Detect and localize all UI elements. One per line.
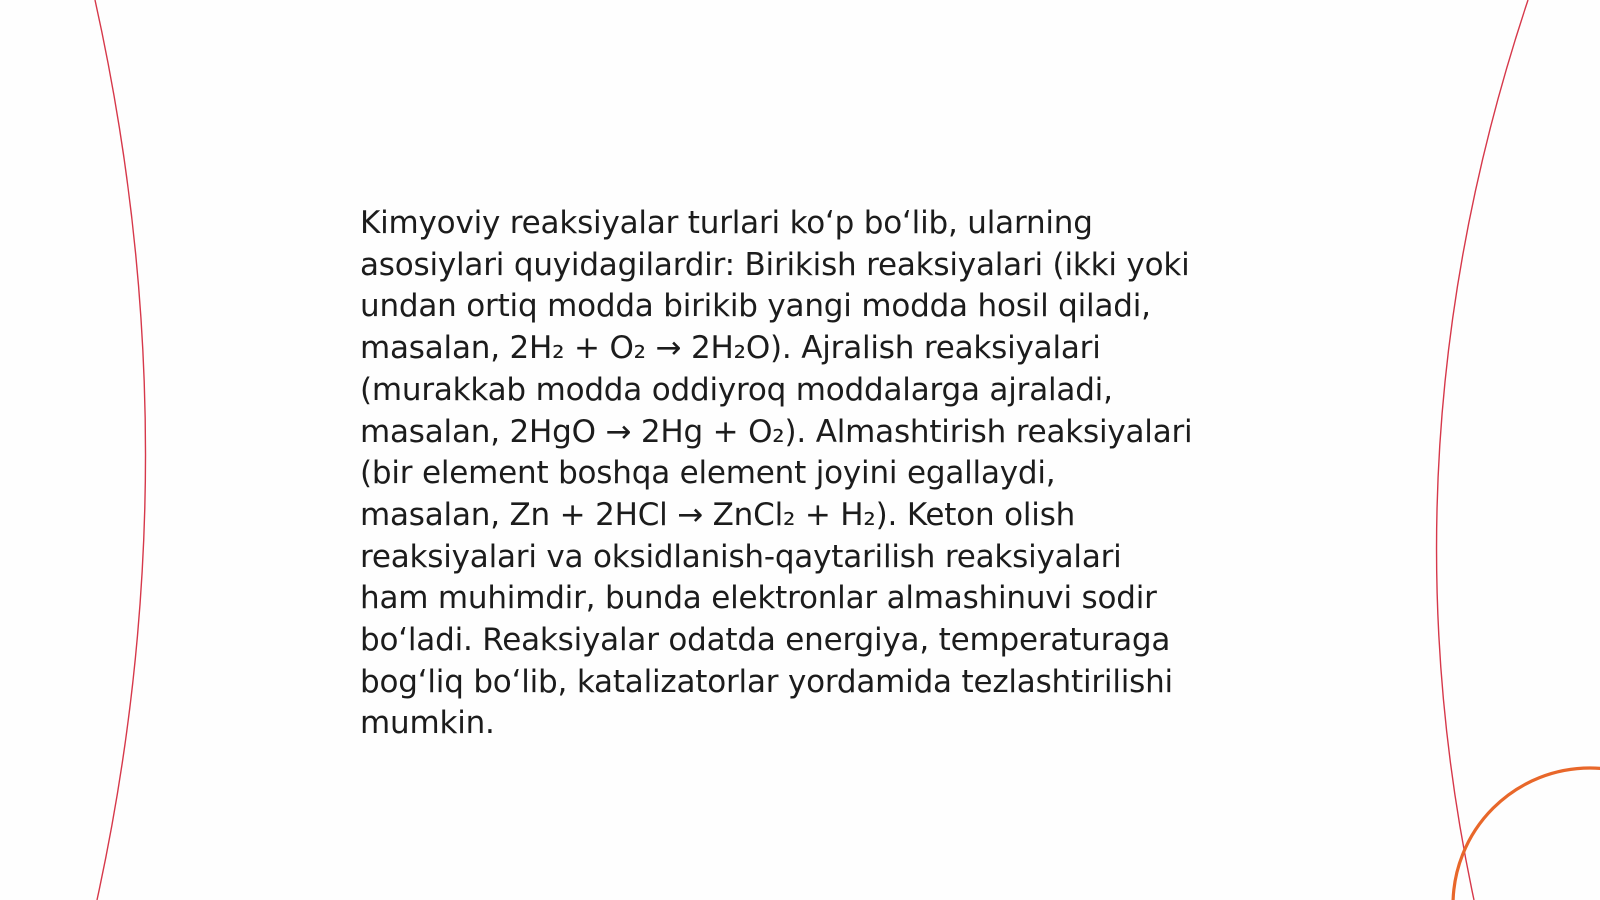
paragraph-line: masalan, Zn + 2HCl → ZnCl₂ + H₂). Keton olish xyxy=(360,496,1076,533)
body-paragraph xyxy=(360,203,1240,745)
right-curve-line xyxy=(1437,0,1528,900)
paragraph-line: (bir element boshqa element joyini egallaydi, xyxy=(360,455,1056,492)
paragraph-line: (murakkab modda oddiyroq moddalarga ajraladi, xyxy=(360,371,1113,408)
paragraph-line: boʻladi. Reaksiyalar odatda energiya, temperaturaga xyxy=(360,622,1171,659)
paragraph-line: undan ortiq modda birikib yangi modda hosil qiladi, xyxy=(360,288,1151,325)
paragraph-line: Kimyoviy reaksiyalar turlari koʻp boʻlib, ularning xyxy=(360,205,1093,241)
paragraph-line: reaksiyalari va oksidlanish-qaytarilish reaksiyalari xyxy=(360,538,1122,575)
paragraph-line: mumkin. xyxy=(360,705,495,742)
paragraph-line: bogʻliq boʻlib, katalizatorlar yordamida tezlashtirilishi xyxy=(360,663,1173,700)
paragraph-line: masalan, 2H₂ + O₂ → 2H₂O). Ajralish reaksiyalari xyxy=(360,330,1101,367)
paragraph-line: masalan, 2HgO → 2Hg + O₂). Almashtirish reaksiyalari xyxy=(360,413,1193,450)
left-curve-line xyxy=(95,0,146,900)
paragraph-line: ham muhimdir, bunda elektronlar almashinuvi sodir xyxy=(360,580,1157,617)
accent-circle xyxy=(1453,768,1600,900)
paragraph-line: asosiylari quyidagilardir: Birikish reaksiyalari (ikki yoki xyxy=(360,246,1190,283)
